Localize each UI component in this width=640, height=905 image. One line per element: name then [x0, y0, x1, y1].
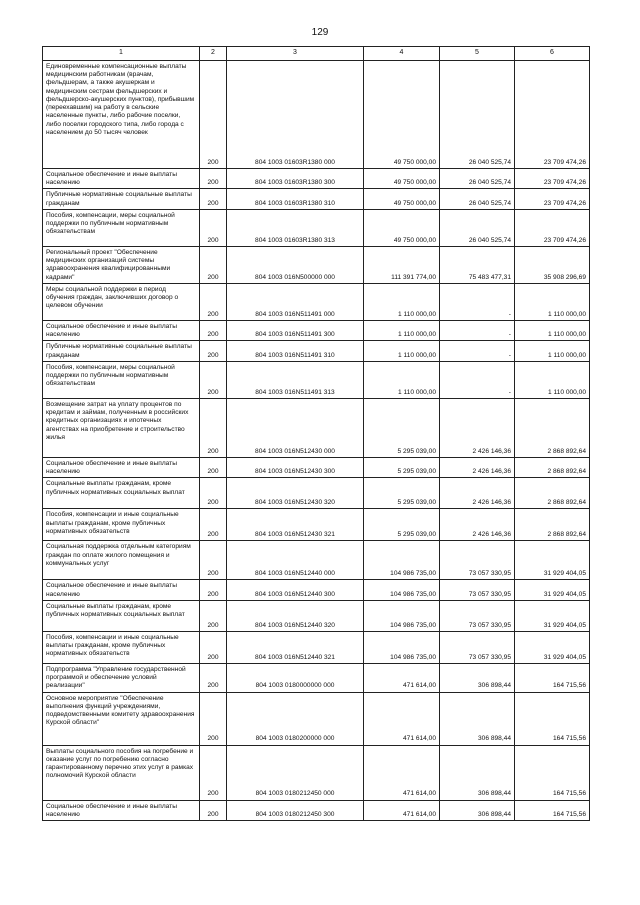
- row-approved: 471 614,00: [364, 692, 440, 745]
- header-row: [43, 47, 590, 61]
- row-executed: 2 426 146,36: [440, 457, 515, 477]
- table-row: [43, 341, 590, 361]
- row-code: 200: [200, 398, 227, 457]
- row-executed: 2 426 146,36: [440, 478, 515, 509]
- row-approved: 471 614,00: [364, 745, 440, 800]
- row-classification: 804 1003 016N500000 000: [227, 246, 364, 283]
- row-name: Социальное обеспечение и иные выплаты населению: [43, 320, 200, 340]
- row-remaining: 31 929 404,05: [515, 541, 590, 580]
- row-remaining: 2 868 892,64: [515, 509, 590, 541]
- row-classification: 804 1003 016N512440 000: [227, 541, 364, 580]
- row-classification: 804 1003 016N512430 300: [227, 457, 364, 477]
- row-executed: 306 898,44: [440, 745, 515, 800]
- row-remaining: 2 868 892,64: [515, 478, 590, 509]
- table-row: [43, 745, 590, 800]
- row-executed: 306 898,44: [440, 692, 515, 745]
- row-remaining: 2 868 892,64: [515, 457, 590, 477]
- table-row: [43, 541, 590, 580]
- table-row: [43, 663, 590, 692]
- row-executed: 26 040 525,74: [440, 169, 515, 189]
- row-name: Социальная поддержка отдельным категориям граждан по оплате жилого помещения и коммунальных услуг: [43, 541, 200, 580]
- table-row: [43, 283, 590, 320]
- row-name: Социальное обеспечение и иные выплаты населению: [43, 580, 200, 600]
- header-col-6: 6: [515, 47, 590, 61]
- row-executed: 73 057 330,95: [440, 631, 515, 663]
- row-code: 200: [200, 541, 227, 580]
- row-remaining: 164 715,56: [515, 692, 590, 745]
- row-code: 200: [200, 209, 227, 246]
- row-remaining: 31 929 404,05: [515, 631, 590, 663]
- row-code: 200: [200, 509, 227, 541]
- row-classification: 804 1003 01603R1380 000: [227, 61, 364, 169]
- row-name: Пособия, компенсации, меры социальной поддержки по публичным нормативным обязательствам: [43, 209, 200, 246]
- row-approved: 111 391 774,00: [364, 246, 440, 283]
- row-name: Публичные нормативные социальные выплаты гражданам: [43, 189, 200, 209]
- table-row: [43, 246, 590, 283]
- row-remaining: 31 929 404,05: [515, 580, 590, 600]
- table-row: [43, 169, 590, 189]
- row-name: Публичные нормативные социальные выплаты гражданам: [43, 341, 200, 361]
- row-code: 200: [200, 361, 227, 398]
- row-name: Возмещение затрат на уплату процентов по кредитам и займам, полученным в российских кредитных организациях и ипотечных агентствах на приобретение и строительство жилья: [43, 398, 200, 457]
- table-row: [43, 600, 590, 631]
- row-approved: 1 110 000,00: [364, 320, 440, 340]
- row-name: Пособия, компенсации и иные социальные выплаты гражданам, кроме публичных нормативных обязательств: [43, 509, 200, 541]
- row-remaining: 1 110 000,00: [515, 341, 590, 361]
- row-remaining: 35 908 296,69: [515, 246, 590, 283]
- table-row: [43, 361, 590, 398]
- row-classification: 804 1003 016N512440 321: [227, 631, 364, 663]
- row-name: Пособия, компенсации, меры социальной поддержки по публичным нормативным обязательствам: [43, 361, 200, 398]
- row-remaining: 23 709 474,26: [515, 61, 590, 169]
- row-name: Социальное обеспечение и иные выплаты населению: [43, 457, 200, 477]
- row-classification: 804 1003 016N512440 300: [227, 580, 364, 600]
- row-name: Социальные выплаты гражданам, кроме публичных нормативных социальных выплат: [43, 600, 200, 631]
- row-remaining: 23 709 474,26: [515, 189, 590, 209]
- row-code: 200: [200, 631, 227, 663]
- table-row: [43, 631, 590, 663]
- row-approved: 104 986 735,00: [364, 580, 440, 600]
- row-remaining: 2 868 892,64: [515, 398, 590, 457]
- row-remaining: 1 110 000,00: [515, 361, 590, 398]
- row-executed: 306 898,44: [440, 663, 515, 692]
- row-name: Подпрограмма "Управление государственной программой и обеспечение условий реализации": [43, 663, 200, 692]
- row-classification: 804 1003 016N511491 313: [227, 361, 364, 398]
- row-approved: 49 750 000,00: [364, 209, 440, 246]
- row-code: 200: [200, 580, 227, 600]
- table-row: [43, 209, 590, 246]
- budget-table: [42, 46, 590, 821]
- row-code: 200: [200, 341, 227, 361]
- page-number: 129: [311, 27, 329, 38]
- row-name: Социальные выплаты гражданам, кроме публичных нормативных социальных выплат: [43, 478, 200, 509]
- row-code: 200: [200, 457, 227, 477]
- row-classification: 804 1003 016N511491 000: [227, 283, 364, 320]
- row-code: 200: [200, 745, 227, 800]
- row-name: Единовременные компенсационные выплаты медицинским работникам (врачам, фельдшерам, а также акушеркам и медицинским сестрам фельдшерских и фельдшерско-акушерских пунктов), прибывшим (переехавшим) на работу в сельские населенные пункты, либо рабочие поселки, либо поселки городского типа, либо города с населением до 50 тысяч человек: [43, 61, 200, 169]
- table-row: [43, 800, 590, 820]
- table-row: [43, 580, 590, 600]
- row-approved: 49 750 000,00: [364, 189, 440, 209]
- row-approved: 1 110 000,00: [364, 361, 440, 398]
- header-col-3: 3: [227, 47, 364, 61]
- header-col-2: 2: [200, 47, 227, 61]
- row-approved: 104 986 735,00: [364, 541, 440, 580]
- row-executed: 75 483 477,31: [440, 246, 515, 283]
- row-classification: 804 1003 01603R1380 300: [227, 169, 364, 189]
- row-name: Основное мероприятие "Обеспечение выполнения функций учреждениями, подведомственными комитету здравоохранения Курской области": [43, 692, 200, 745]
- table-row: [43, 692, 590, 745]
- row-executed: -: [440, 361, 515, 398]
- row-classification: 804 1003 01603R1380 313: [227, 209, 364, 246]
- row-approved: 5 295 039,00: [364, 398, 440, 457]
- row-classification: 804 1003 0180212450 300: [227, 800, 364, 820]
- row-executed: 73 057 330,95: [440, 600, 515, 631]
- table-row: [43, 398, 590, 457]
- row-name: Социальное обеспечение и иные выплаты населению: [43, 169, 200, 189]
- row-code: 200: [200, 478, 227, 509]
- row-classification: 804 1003 016N511491 310: [227, 341, 364, 361]
- table-row: [43, 509, 590, 541]
- row-code: 200: [200, 61, 227, 169]
- row-remaining: 23 709 474,26: [515, 169, 590, 189]
- row-approved: 49 750 000,00: [364, 169, 440, 189]
- row-approved: 104 986 735,00: [364, 600, 440, 631]
- row-approved: 104 986 735,00: [364, 631, 440, 663]
- row-executed: 306 898,44: [440, 800, 515, 820]
- row-code: 200: [200, 800, 227, 820]
- row-name: Региональный проект "Обеспечение медицинских организаций системы здравоохранения квалифицированными кадрами": [43, 246, 200, 283]
- row-executed: 2 426 146,36: [440, 398, 515, 457]
- row-code: 200: [200, 169, 227, 189]
- row-approved: 49 750 000,00: [364, 61, 440, 169]
- row-approved: 471 614,00: [364, 800, 440, 820]
- row-code: 200: [200, 283, 227, 320]
- row-classification: 804 1003 016N512430 320: [227, 478, 364, 509]
- row-remaining: 31 929 404,05: [515, 600, 590, 631]
- row-code: 200: [200, 600, 227, 631]
- row-classification: 804 1003 016N512430 321: [227, 509, 364, 541]
- row-name: Выплаты социального пособия на погребение и оказание услуг по погребению согласно гарантированному перечню этих услуг в рамках полномочий Курской области: [43, 745, 200, 800]
- row-approved: 5 295 039,00: [364, 509, 440, 541]
- row-code: 200: [200, 663, 227, 692]
- row-executed: -: [440, 320, 515, 340]
- row-remaining: 164 715,56: [515, 663, 590, 692]
- table-row: [43, 478, 590, 509]
- row-code: 200: [200, 320, 227, 340]
- row-executed: 73 057 330,95: [440, 541, 515, 580]
- row-classification: 804 1003 016N512430 000: [227, 398, 364, 457]
- row-approved: 471 614,00: [364, 663, 440, 692]
- row-classification: 804 1003 016N511491 300: [227, 320, 364, 340]
- table-row: [43, 457, 590, 477]
- row-classification: 804 1003 0180200000 000: [227, 692, 364, 745]
- header-col-4: 4: [364, 47, 440, 61]
- row-remaining: 23 709 474,26: [515, 209, 590, 246]
- row-executed: 2 426 146,36: [440, 509, 515, 541]
- row-executed: -: [440, 283, 515, 320]
- row-code: 200: [200, 189, 227, 209]
- row-code: 200: [200, 246, 227, 283]
- header-col-5: 5: [440, 47, 515, 61]
- row-remaining: 164 715,56: [515, 800, 590, 820]
- row-executed: 26 040 525,74: [440, 209, 515, 246]
- table-row: [43, 61, 590, 169]
- row-classification: 804 1003 0180000000 000: [227, 663, 364, 692]
- row-approved: 5 295 039,00: [364, 478, 440, 509]
- table-body: [43, 61, 590, 821]
- row-executed: 26 040 525,74: [440, 189, 515, 209]
- row-code: 200: [200, 692, 227, 745]
- row-approved: 5 295 039,00: [364, 457, 440, 477]
- row-approved: 1 110 000,00: [364, 283, 440, 320]
- row-executed: 26 040 525,74: [440, 61, 515, 169]
- table-row: [43, 320, 590, 340]
- row-executed: -: [440, 341, 515, 361]
- row-remaining: 1 110 000,00: [515, 320, 590, 340]
- table-row: [43, 189, 590, 209]
- row-approved: 1 110 000,00: [364, 341, 440, 361]
- row-name: Пособия, компенсации и иные социальные выплаты гражданам, кроме публичных нормативных обязательств: [43, 631, 200, 663]
- row-classification: 804 1003 01603R1380 310: [227, 189, 364, 209]
- row-name: Меры социальной поддержки в период обучения граждан, заключивших договор о целевом обучении: [43, 283, 200, 320]
- row-name: Социальное обеспечение и иные выплаты населению: [43, 800, 200, 820]
- row-remaining: 1 110 000,00: [515, 283, 590, 320]
- row-remaining: 164 715,56: [515, 745, 590, 800]
- row-executed: 73 057 330,95: [440, 580, 515, 600]
- header-col-1: 1: [43, 47, 200, 61]
- row-classification: 804 1003 016N512440 320: [227, 600, 364, 631]
- row-classification: 804 1003 0180212450 000: [227, 745, 364, 800]
